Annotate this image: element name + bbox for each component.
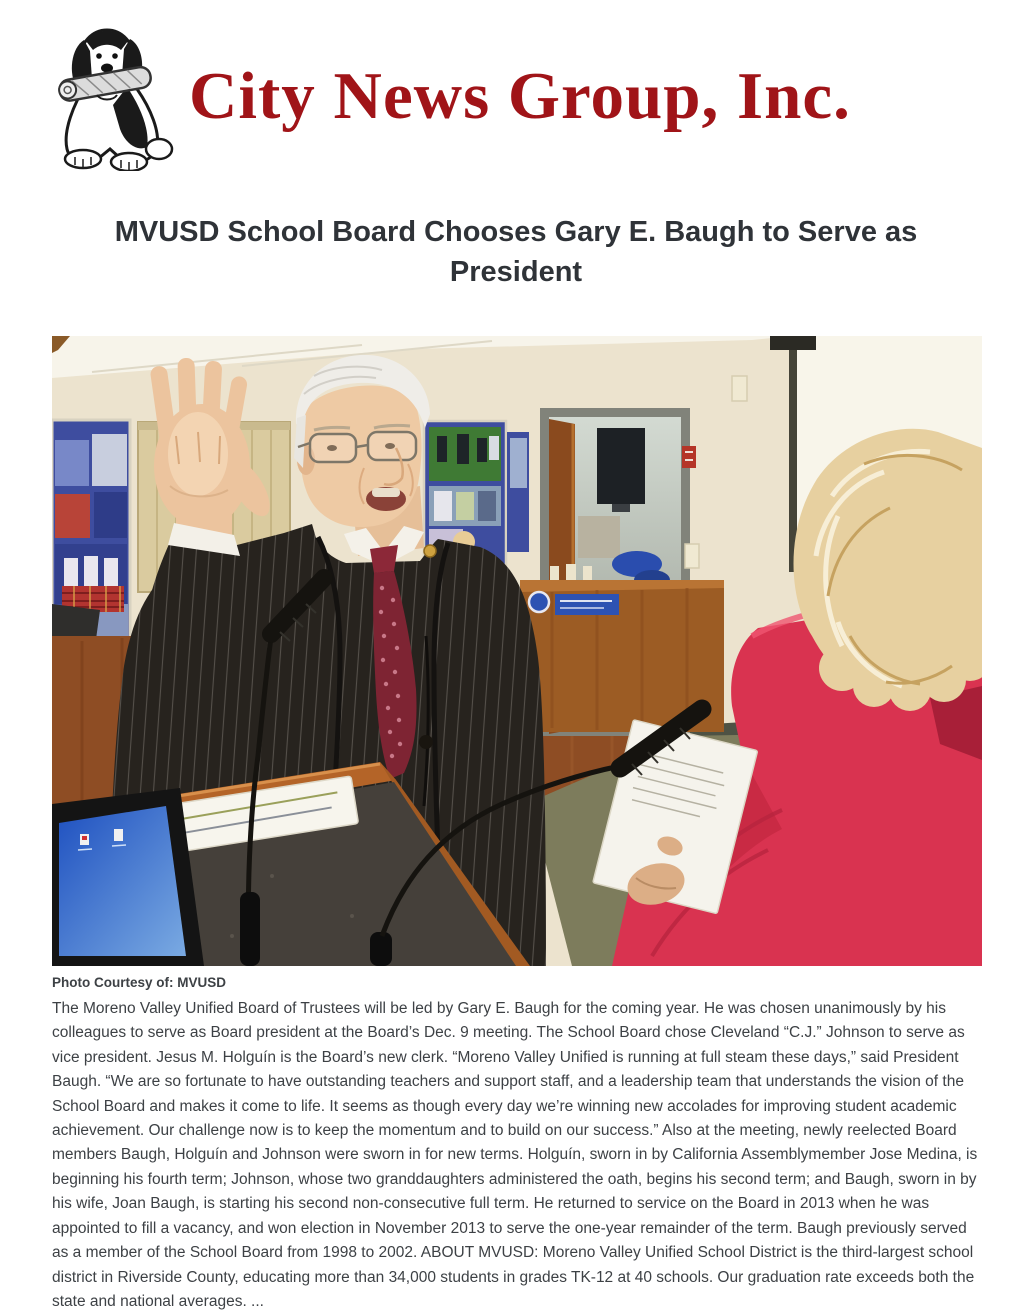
article-body: The Moreno Valley Unified Board of Trustees will be led by Gary E. Baugh for the coming year. He was chosen unanimously by his colleagues to serve as Board president at the Board’s Dec. 9 meeting. The School Board chose Cleveland “C.J.” Johnson to serve as vice president. Jesus M. Holguín is the Board’s new clerk. “Moreno Valley Unified is running at full steam these days,” said President Baugh. “We are so fortunate to have outstanding teachers and support staff, and a leadership team that understands the vision of the School Board and makes it come to life. It seems as though every day we’re winning new accolades for improving student academic achievement. Our challenge now is to keep the momentum and to build on our success.” Also at the meeting, newly reelected Board members Baugh, Holguín and Johnson were sworn in for new terms. Holguín, sworn in by California Assemblymember Jose Medina, is beginning his fourth term; Johnson, whose two granddaughters administered the oath, begins his second term; and Baugh, sworn in by his wife, Joan Baugh, is starting his second non-consecutive full term. He returned to service on the Board in 2013 when he was appointed to fill a vacancy, and won election in November 2013 to serve the one-year remainder of the term. Baugh previously served as a member of the School Board from 1998 to 2002. ABOUT MVUSD: Moreno Valley Unified School District is the third-largest school district in Riverside County, educating more than 34,000 students in grades TK-12 at 40 schools. Our graduation rate exceeds both the state and national averages. ... xyxy=(52,1000,978,1310)
photo-computer-monitor xyxy=(52,788,204,966)
dog-with-newspaper-icon xyxy=(53,21,181,171)
photo-suit-button xyxy=(419,735,433,749)
photo-lapel-pin xyxy=(424,545,436,557)
article-headline: MVUSD School Board Chooses Gary E. Baugh to Serve as President xyxy=(114,216,918,289)
logo-wordmark: City News Group, Inc. xyxy=(189,58,851,133)
site-logo xyxy=(53,20,1032,172)
photo-caption: Photo Courtesy of: MVUSD xyxy=(52,975,226,991)
article-photo xyxy=(52,336,982,966)
